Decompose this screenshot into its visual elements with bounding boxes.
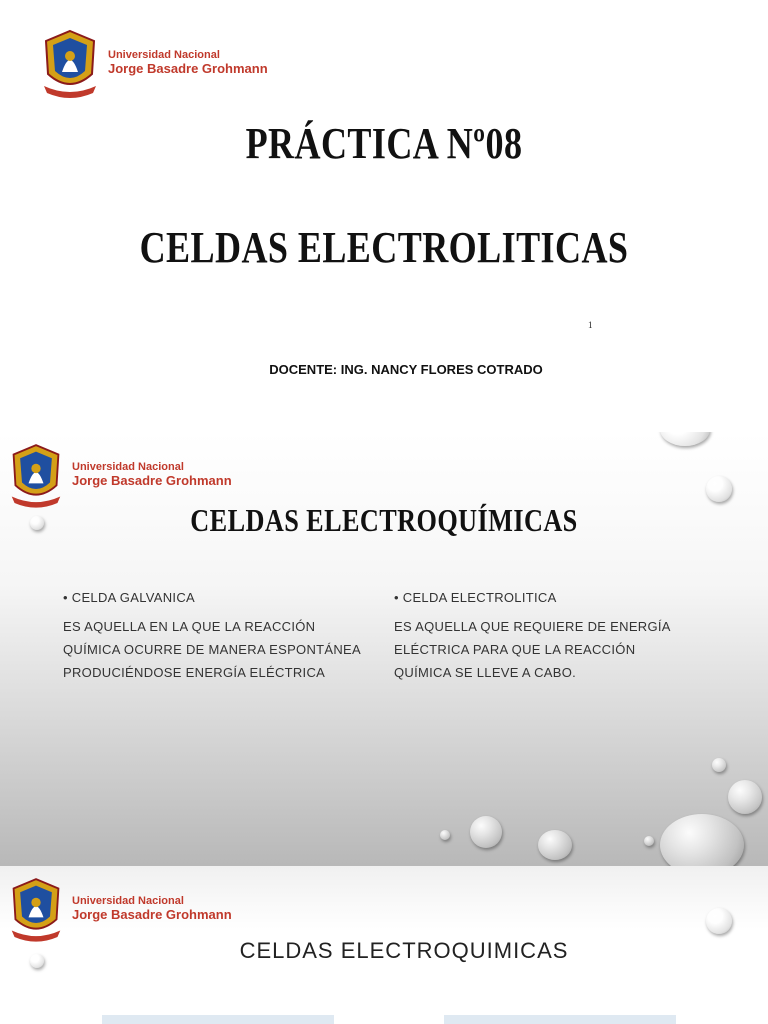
- image-stub-left: [102, 1015, 334, 1024]
- water-drop: [30, 516, 44, 530]
- logo-line-2: Jorge Basadre Grohmann: [72, 472, 232, 488]
- logo-line-2: Jorge Basadre Grohmann: [108, 60, 268, 76]
- logo-line-1: Universidad Nacional: [72, 461, 184, 474]
- university-logo: [8, 442, 232, 508]
- slide-3-title: CELDAS ELECTROQUIMICAS: [239, 938, 569, 963]
- crest-icon: [40, 28, 100, 98]
- electrolytic-bullet: • CELDA ELECTROLITICA: [394, 590, 557, 605]
- logo-line-2: Jorge Basadre Grohmann: [72, 906, 232, 922]
- galvanic-bullet: • CELDA GALVANICA: [63, 590, 195, 605]
- water-drop: [728, 780, 762, 814]
- water-drop: [712, 758, 726, 772]
- water-drop: [440, 830, 450, 840]
- slide-1: [0, 0, 768, 432]
- water-drop: [470, 816, 502, 848]
- water-drop: [538, 830, 572, 860]
- electrolytic-column: [394, 586, 694, 684]
- docente-line: DOCENTE: ING. NANCY FLORES COTRADO: [269, 362, 543, 377]
- water-drop: [660, 814, 744, 866]
- slide-2: [0, 432, 768, 866]
- image-stub-right: [444, 1015, 676, 1024]
- electrolytic-text: ES AQUELLA QUE REQUIERE DE ENERGÍA ELÉCTRICA PARA QUE LA REACCIÓN QUÍMICA SE LLEVE A CABO.: [394, 619, 671, 680]
- crest-icon: [8, 876, 64, 942]
- water-drop: [706, 908, 732, 934]
- practice-title: PRÁCTICA Nº08: [245, 119, 523, 168]
- slide-title: CELDAS ELECTROQUÍMICAS: [190, 502, 578, 538]
- crest-icon: [8, 442, 64, 508]
- university-logo: [8, 876, 232, 942]
- logo-line-1: Universidad Nacional: [108, 49, 220, 62]
- galvanic-text: ES AQUELLA EN LA QUE LA REACCIÓN QUÍMICA OCURRE DE MANERA ESPONTÁNEA PRODUCIÉNDOSE ENERGÍA ELÉCTRICA: [63, 619, 361, 680]
- water-drop: [706, 476, 732, 502]
- page-number: 1: [588, 320, 593, 330]
- university-logo: [40, 28, 268, 98]
- water-drop: [644, 836, 654, 846]
- subtitle: CELDAS ELECTROLITICAS: [139, 223, 629, 272]
- water-drop: [660, 432, 710, 446]
- logo-line-1: Universidad Nacional: [72, 895, 184, 908]
- galvanic-column: [63, 586, 363, 684]
